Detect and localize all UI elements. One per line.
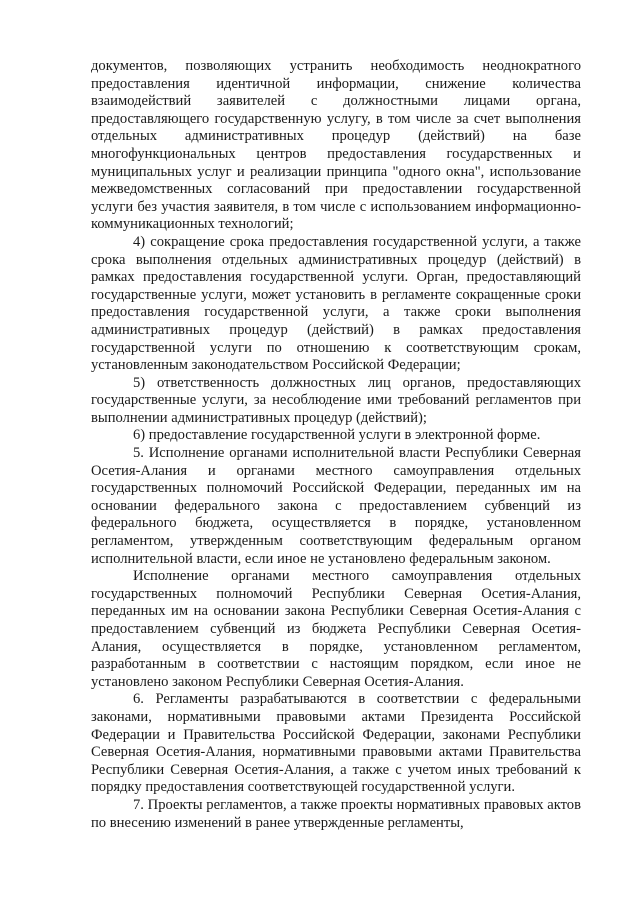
paragraph-section-6: 6. Регламенты разрабатываются в соответствии с федеральными законами, нормативными правовыми актами Президента Российской Федерации и Правительства Российской Федерации, законами Республики Северная Осетия-Алания, нормативными правовыми актами Правительства Республики Северная Осетия-Алания, а также с учетом иных требований к порядку предоставления соответствующей государственной услуги. — [91, 691, 581, 796]
paragraph-section-7: 7. Проекты регламентов, а также проекты нормативных правовых актов по внесению изменений в ранее утвержденные регламенты, — [91, 796, 581, 831]
document-page — [91, 58, 581, 832]
paragraph-item-5: 5) ответственность должностных лиц органов, предоставляющих государственные услуги, за несоблюдение ими требований регламентов при выполнении административных процедур (действий); — [91, 374, 581, 426]
paragraph-item-6: 6) предоставление государственной услуги в электронной форме. — [133, 427, 541, 444]
paragraph-continuation: документов, позволяющих устранить необходимость неоднократного предоставления идентичной информации, снижение количества взаимодействий заявителей с должностными лицами органа, предоставляющего государственную услугу, в том числе за счет выполнения отдельных административных процедур (действий) на базе многофункциональных центров предоставления государственных и муниципальных услуг и реализации принципа "одного окна", использование межведомственных согласований при предоставлении государственной услуги без участия заявителя, в том числе с использованием информационно-коммуникационных технологий; — [91, 58, 581, 233]
paragraph-item-4: 4) сокращение срока предоставления государственной услуги, а также срока выполнения отдельных административных процедур (действий) в рамках предоставления государственной услуги. Орган, предоставляющий государственные услуги, может установить в регламенте сокращенные сроки предоставления государственной услуги, а также сроки выполнения административных процедур (действий) в рамках предоставления государственной услуги по отношению к соответствующим срокам, установленным законодательством Российской Федерации; — [91, 233, 581, 374]
paragraph-section-5: 5. Исполнение органами исполнительной власти Республики Северная Осетия-Алания и органами местного самоуправления отдельных государственных полномочий Российской Федерации, переданных им на основании федерального закона с предоставлением субвенций из федерального бюджета, осуществляется в порядке, установленном регламентом, утвержденным соответствующим федеральным органом исполнительной власти, если иное не установлено федеральным законом. — [91, 445, 581, 567]
paragraph-local-government: Исполнение органами местного самоуправления отдельных государственных полномочий Республики Северная Осетия-Алания, переданных им на основании закона Республики Северная Осетия-Алания с предоставлением субвенций из бюджета Республики Северная Осетия-Алания, осуществляется в порядке, установленном регламентом, разработанным в соответствии с настоящим порядком, если иное не установлено законом Республики Северная Осетия-Алания. — [91, 568, 581, 690]
